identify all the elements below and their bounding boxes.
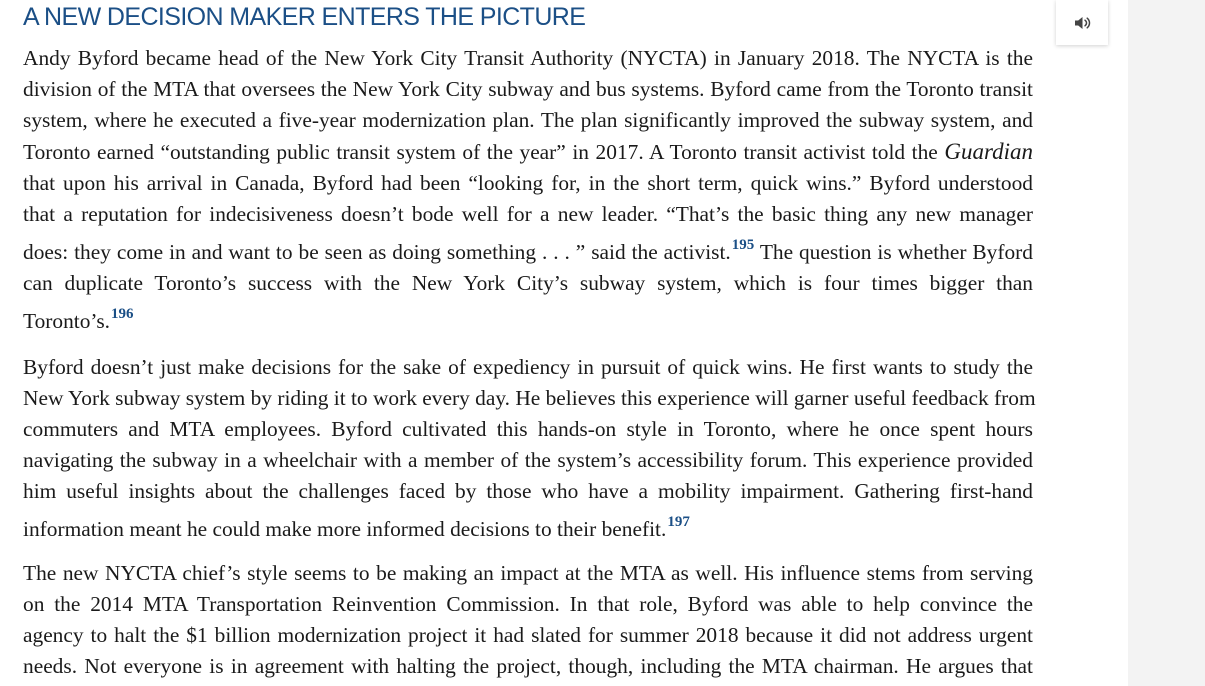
text-line: commuters and MTA employees. Byford cultivated this hands-on style in Toronto, where he once spent hours xyxy=(23,417,1033,441)
footnote-link-195[interactable]: 195 xyxy=(731,237,755,253)
paragraph-1 xyxy=(23,43,1033,337)
audio-button[interactable] xyxy=(1056,0,1108,45)
text-line xyxy=(23,299,1033,337)
text-line: New York subway system by riding it to work every day. He believes this experience will garner useful feedback from xyxy=(23,386,1036,410)
text-line: can duplicate Toronto’s success with the New York City’s subway system, which is four times bigger than xyxy=(23,271,1033,295)
text-line-part: does: they come in and want to be seen as doing something . . . ” said the activist. xyxy=(23,240,731,264)
text-line: that a reputation for indecisiveness doesn’t bode well for a new leader. “That’s the basic thing any new manager xyxy=(23,202,1033,226)
text-line: agency to halt the $1 billion modernization project it had slated for summer 2018 because it did not address urgent xyxy=(23,623,1033,647)
text-line xyxy=(23,136,1033,168)
scrollbar-track[interactable] xyxy=(1128,0,1205,686)
italic-publication-name: Guardian xyxy=(944,139,1033,164)
paragraph-2 xyxy=(23,352,1036,545)
text-line: system, where he executed a five-year modernization plan. The plan significantly improved the subway system, and xyxy=(23,108,1033,132)
text-line: that upon his arrival in Canada, Byford had been “looking for, in the short term, quick wins.” Byford understood xyxy=(23,171,1033,195)
text-line xyxy=(23,507,1033,545)
text-line: on the 2014 MTA Transportation Reinvention Commission. In that role, Byford was able to help convince the xyxy=(23,592,1033,616)
text-line: navigating the subway in a wheelchair with a member of the system’s accessibility forum. This experience provided xyxy=(23,448,1033,472)
text-line xyxy=(23,230,1033,268)
text-line: division of the MTA that oversees the New York City subway and bus systems. Byford came from the Toronto transit xyxy=(23,77,1033,101)
text-line-part: Toronto earned “outstanding public transit system of the year” in 2017. A Toronto transit activist told the xyxy=(23,140,938,164)
speaker-icon xyxy=(1072,13,1092,33)
footnote-link-196[interactable]: 196 xyxy=(111,306,134,322)
section-heading: A NEW DECISION MAKER ENTERS THE PICTURE xyxy=(23,3,586,31)
text-line: Byford doesn’t just make decisions for the sake of expediency in pursuit of quick wins. He first wants to study the xyxy=(23,355,1033,379)
text-line: The new NYCTA chief’s style seems to be making an impact at the MTA as well. His influence stems from serving xyxy=(23,561,1033,585)
paragraph-3 xyxy=(23,558,1033,682)
text-line: him useful insights about the challenges faced by those who have a mobility impairment. Gathering first-hand xyxy=(23,479,1033,503)
text-line: Andy Byford became head of the New York City Transit Authority (NYCTA) in January 2018. The NYCTA is the xyxy=(23,46,1033,70)
text-line-part: information meant he could make more informed decisions to their benefit. xyxy=(23,517,667,541)
text-line-part: The question is whether Byford xyxy=(759,240,1034,264)
text-line: needs. Not everyone is in agreement with halting the project, though, including the MTA chairman. He argues that xyxy=(23,654,1033,678)
text-line-part: Toronto’s. xyxy=(23,309,111,333)
footnote-link-197[interactable]: 197 xyxy=(667,514,690,530)
